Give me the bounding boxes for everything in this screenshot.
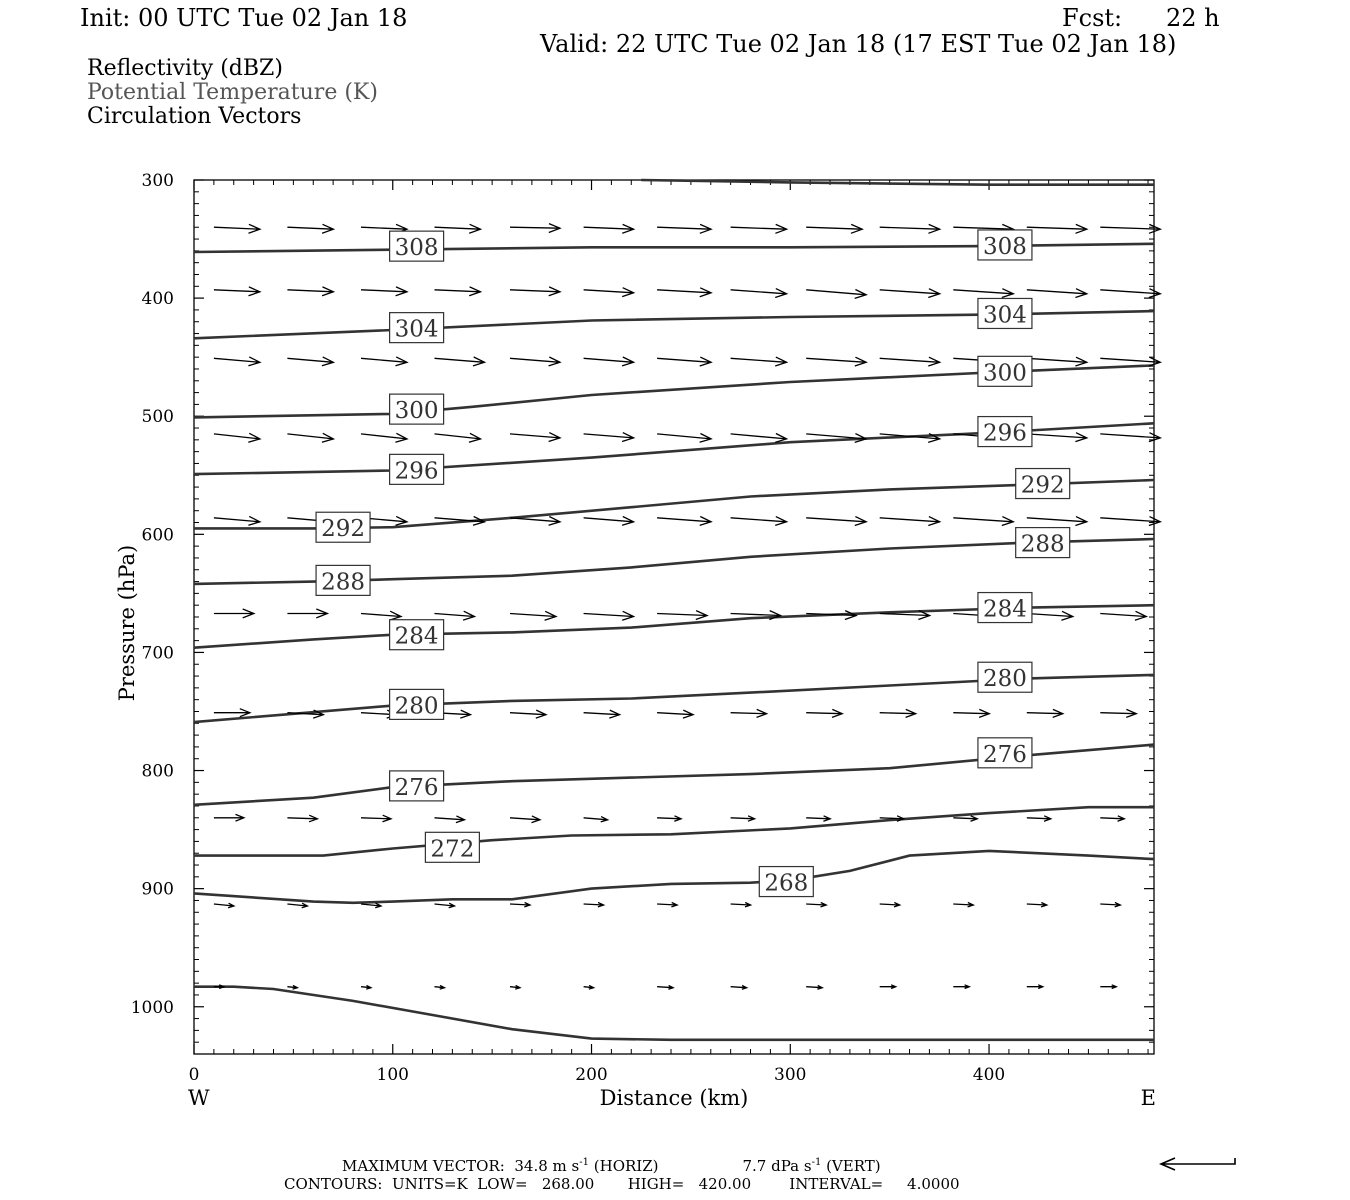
circulation-vector (435, 985, 445, 989)
circulation-vector (214, 224, 260, 233)
max-vector-line (342, 1158, 881, 1174)
circulation-vector (510, 224, 560, 233)
circulation-vector (657, 710, 693, 718)
contour-label: 280 (394, 693, 439, 720)
circulation-vector (1100, 357, 1160, 366)
circulation-vector (287, 815, 317, 822)
circulation-vector (953, 903, 973, 907)
circulation-vector (1027, 709, 1063, 717)
circulation-vector (584, 985, 594, 989)
circulation-vector (584, 357, 634, 366)
circulation-vector (953, 289, 1013, 298)
vert-suffix: (VERT) (821, 1157, 881, 1175)
circulation-vector (806, 290, 866, 299)
horiz-exponent: -1 (579, 1157, 589, 1168)
init-time: Init: 00 UTC Tue 02 Jan 18 (80, 4, 408, 32)
vert-exponent: -1 (811, 1157, 822, 1168)
legend-circulation-vectors: Circulation Vectors (87, 104, 302, 129)
circulation-vector (361, 611, 401, 620)
x-start-label: W (188, 1086, 210, 1110)
circulation-vector (435, 816, 465, 823)
circulation-vector (657, 611, 707, 620)
circulation-vector (584, 224, 634, 233)
circulation-vector (287, 609, 327, 618)
circulation-vector (214, 516, 260, 525)
circulation-vector (953, 517, 1013, 526)
circulation-vector (806, 224, 862, 233)
contour-label: 284 (982, 596, 1027, 623)
contour-label: 304 (394, 316, 439, 343)
x-tick-label: 300 (774, 1065, 807, 1085)
circulation-vector (1100, 709, 1136, 717)
circulation-vector (731, 517, 787, 526)
theta-contour-line (194, 851, 1154, 903)
x-axis-label: Distance (km) (599, 1086, 749, 1110)
circulation-vector (1027, 289, 1087, 298)
circulation-vector (510, 903, 530, 907)
theta-contour-line (194, 987, 1154, 1040)
circulation-vector (657, 517, 711, 526)
contour-label: 272 (430, 836, 475, 863)
circulation-vector (657, 434, 711, 443)
circulation-vector (953, 985, 969, 989)
max-vector-label: MAXIMUM VECTOR: (342, 1157, 505, 1175)
x-end-label: E (1140, 1086, 1156, 1110)
circulation-vector (880, 357, 940, 366)
circulation-vector (1027, 357, 1087, 366)
contour-label: 296 (982, 420, 1027, 447)
circulation-vector (1027, 433, 1087, 442)
circulation-vector (287, 433, 333, 442)
circulation-vector (657, 357, 711, 366)
circulation-vector (657, 986, 673, 990)
y-tick-label: 500 (141, 407, 174, 428)
circulation-vector (510, 611, 556, 620)
circulation-vector (510, 985, 520, 989)
circulation-vector (880, 517, 940, 526)
circulation-vector (361, 287, 407, 296)
circulation-vector (214, 709, 250, 717)
y-tick-label: 600 (141, 525, 174, 546)
y-axis-label: Pressure (hPa) (115, 544, 139, 702)
circulation-vector (731, 357, 787, 366)
reference-vector-arrow (1155, 1150, 1245, 1178)
y-tick-label: 700 (141, 643, 174, 664)
y-tick-label: 900 (141, 879, 174, 900)
contour-label: 308 (394, 235, 439, 262)
circulation-vector (510, 517, 560, 526)
legend-reflectivity: Reflectivity (dBZ) (87, 56, 283, 81)
vert-vector-value: 7.7 dPa s (742, 1157, 812, 1175)
theta-contour-line (194, 807, 1154, 855)
circulation-vector (806, 357, 866, 366)
circulation-vector (361, 903, 381, 908)
x-tick-label: 400 (972, 1065, 1006, 1085)
forecast-label: Fcst: (1062, 4, 1123, 32)
circulation-vector (214, 433, 260, 442)
circulation-vector (510, 433, 560, 442)
contour-label: 304 (982, 302, 1027, 329)
circulation-vector (1027, 903, 1047, 907)
contour-label: 268 (764, 870, 809, 897)
y-tick-label: 800 (141, 761, 174, 782)
contour-label: 276 (394, 774, 439, 801)
circulation-vector (435, 357, 485, 366)
circulation-vector (806, 816, 830, 821)
contour-label: 308 (982, 233, 1027, 260)
circulation-vector (1100, 611, 1146, 620)
y-tick-label: 1000 (130, 997, 174, 1018)
circulation-vector (584, 433, 634, 442)
y-tick-label: 300 (141, 171, 174, 191)
contour-label: 300 (394, 398, 439, 425)
horiz-suffix: (HORIZ) (589, 1157, 659, 1175)
circulation-vector (1100, 433, 1160, 442)
circulation-vector (214, 814, 244, 821)
circulation-vector (806, 517, 866, 526)
contour-label: 300 (982, 360, 1027, 387)
contour-label: 276 (982, 741, 1027, 768)
circulation-vector (361, 357, 407, 366)
circulation-vector (287, 985, 297, 989)
circulation-vector (1027, 224, 1087, 233)
circulation-vector (1027, 816, 1051, 821)
circulation-vector (435, 903, 455, 908)
circulation-vector (1100, 289, 1160, 298)
circulation-vector (880, 289, 940, 298)
x-tick-label: 0 (188, 1065, 200, 1085)
circulation-vector (287, 903, 307, 908)
circulation-vector (584, 817, 608, 822)
contour-label: 288 (1020, 531, 1065, 558)
contour-label: 284 (394, 623, 439, 650)
forecast-hour: 22 h (1166, 4, 1220, 32)
circulation-vector (510, 710, 546, 718)
circulation-vector (361, 985, 371, 989)
contour-label: 280 (982, 666, 1027, 693)
x-tick-label: 100 (376, 1065, 409, 1085)
circulation-vector (584, 710, 620, 718)
contour-label: 292 (321, 516, 366, 543)
circulation-vector (657, 224, 711, 233)
circulation-vector (731, 903, 751, 907)
circulation-vector (731, 289, 787, 298)
circulation-vector (510, 287, 560, 296)
circulation-vector (1027, 985, 1043, 989)
circulation-vector (880, 709, 916, 717)
circulation-vector (880, 224, 940, 233)
circulation-vector (1100, 224, 1160, 233)
circulation-vector (731, 709, 767, 717)
circulation-vector (214, 609, 254, 618)
theta-contour-line (641, 180, 1154, 185)
contour-label: 292 (1020, 472, 1065, 499)
circulation-vector (1027, 517, 1087, 526)
circulation-vector (435, 433, 481, 442)
circulation-vector (361, 815, 391, 822)
circulation-vector (657, 903, 677, 907)
circulation-vector (584, 517, 634, 526)
circulation-vector (657, 816, 681, 821)
circulation-vector (1100, 903, 1120, 907)
circulation-vector (287, 287, 333, 296)
circulation-vector (214, 287, 260, 296)
circulation-vector (731, 986, 747, 990)
circulation-vector (1027, 611, 1073, 620)
y-tick-label: 400 (141, 289, 174, 310)
circulation-vector (880, 903, 900, 907)
circulation-vector (214, 357, 260, 366)
circulation-vector (435, 611, 475, 620)
circulation-vector (806, 903, 826, 907)
contour-label: 288 (321, 569, 366, 596)
contour-info-line: CONTOURS: UNITS=K LOW= 268.00 HIGH= 420.00 INTERVAL= 4.0000 (284, 1175, 960, 1193)
circulation-vector (1100, 517, 1160, 526)
circulation-vector (287, 224, 333, 233)
contour-label: 296 (394, 458, 439, 485)
circulation-vector (731, 224, 787, 233)
circulation-vector (435, 287, 481, 296)
circulation-vector (731, 816, 755, 821)
valid-time: Valid: 22 UTC Tue 02 Jan 18 (17 EST Tue 02 Jan 18) (540, 30, 1177, 58)
circulation-vector (510, 816, 540, 823)
circulation-vector (953, 709, 989, 717)
circulation-vector (584, 903, 604, 907)
circulation-vector (657, 288, 711, 297)
circulation-vector (806, 709, 842, 717)
x-tick-label: 200 (575, 1065, 608, 1085)
horiz-vector-value: 34.8 m s (514, 1157, 580, 1175)
circulation-vector (731, 434, 787, 443)
circulation-vector (880, 985, 896, 989)
circulation-vector (806, 986, 822, 990)
circulation-vector (361, 433, 407, 442)
circulation-vector (214, 903, 234, 908)
circulation-vector (584, 288, 634, 297)
circulation-vector (1100, 816, 1124, 821)
circulation-vector (287, 357, 333, 366)
circulation-vector (510, 357, 560, 366)
circulation-vector (1100, 985, 1116, 989)
circulation-vector (584, 611, 634, 620)
legend-potential-temperature: Potential Temperature (K) (87, 80, 378, 105)
